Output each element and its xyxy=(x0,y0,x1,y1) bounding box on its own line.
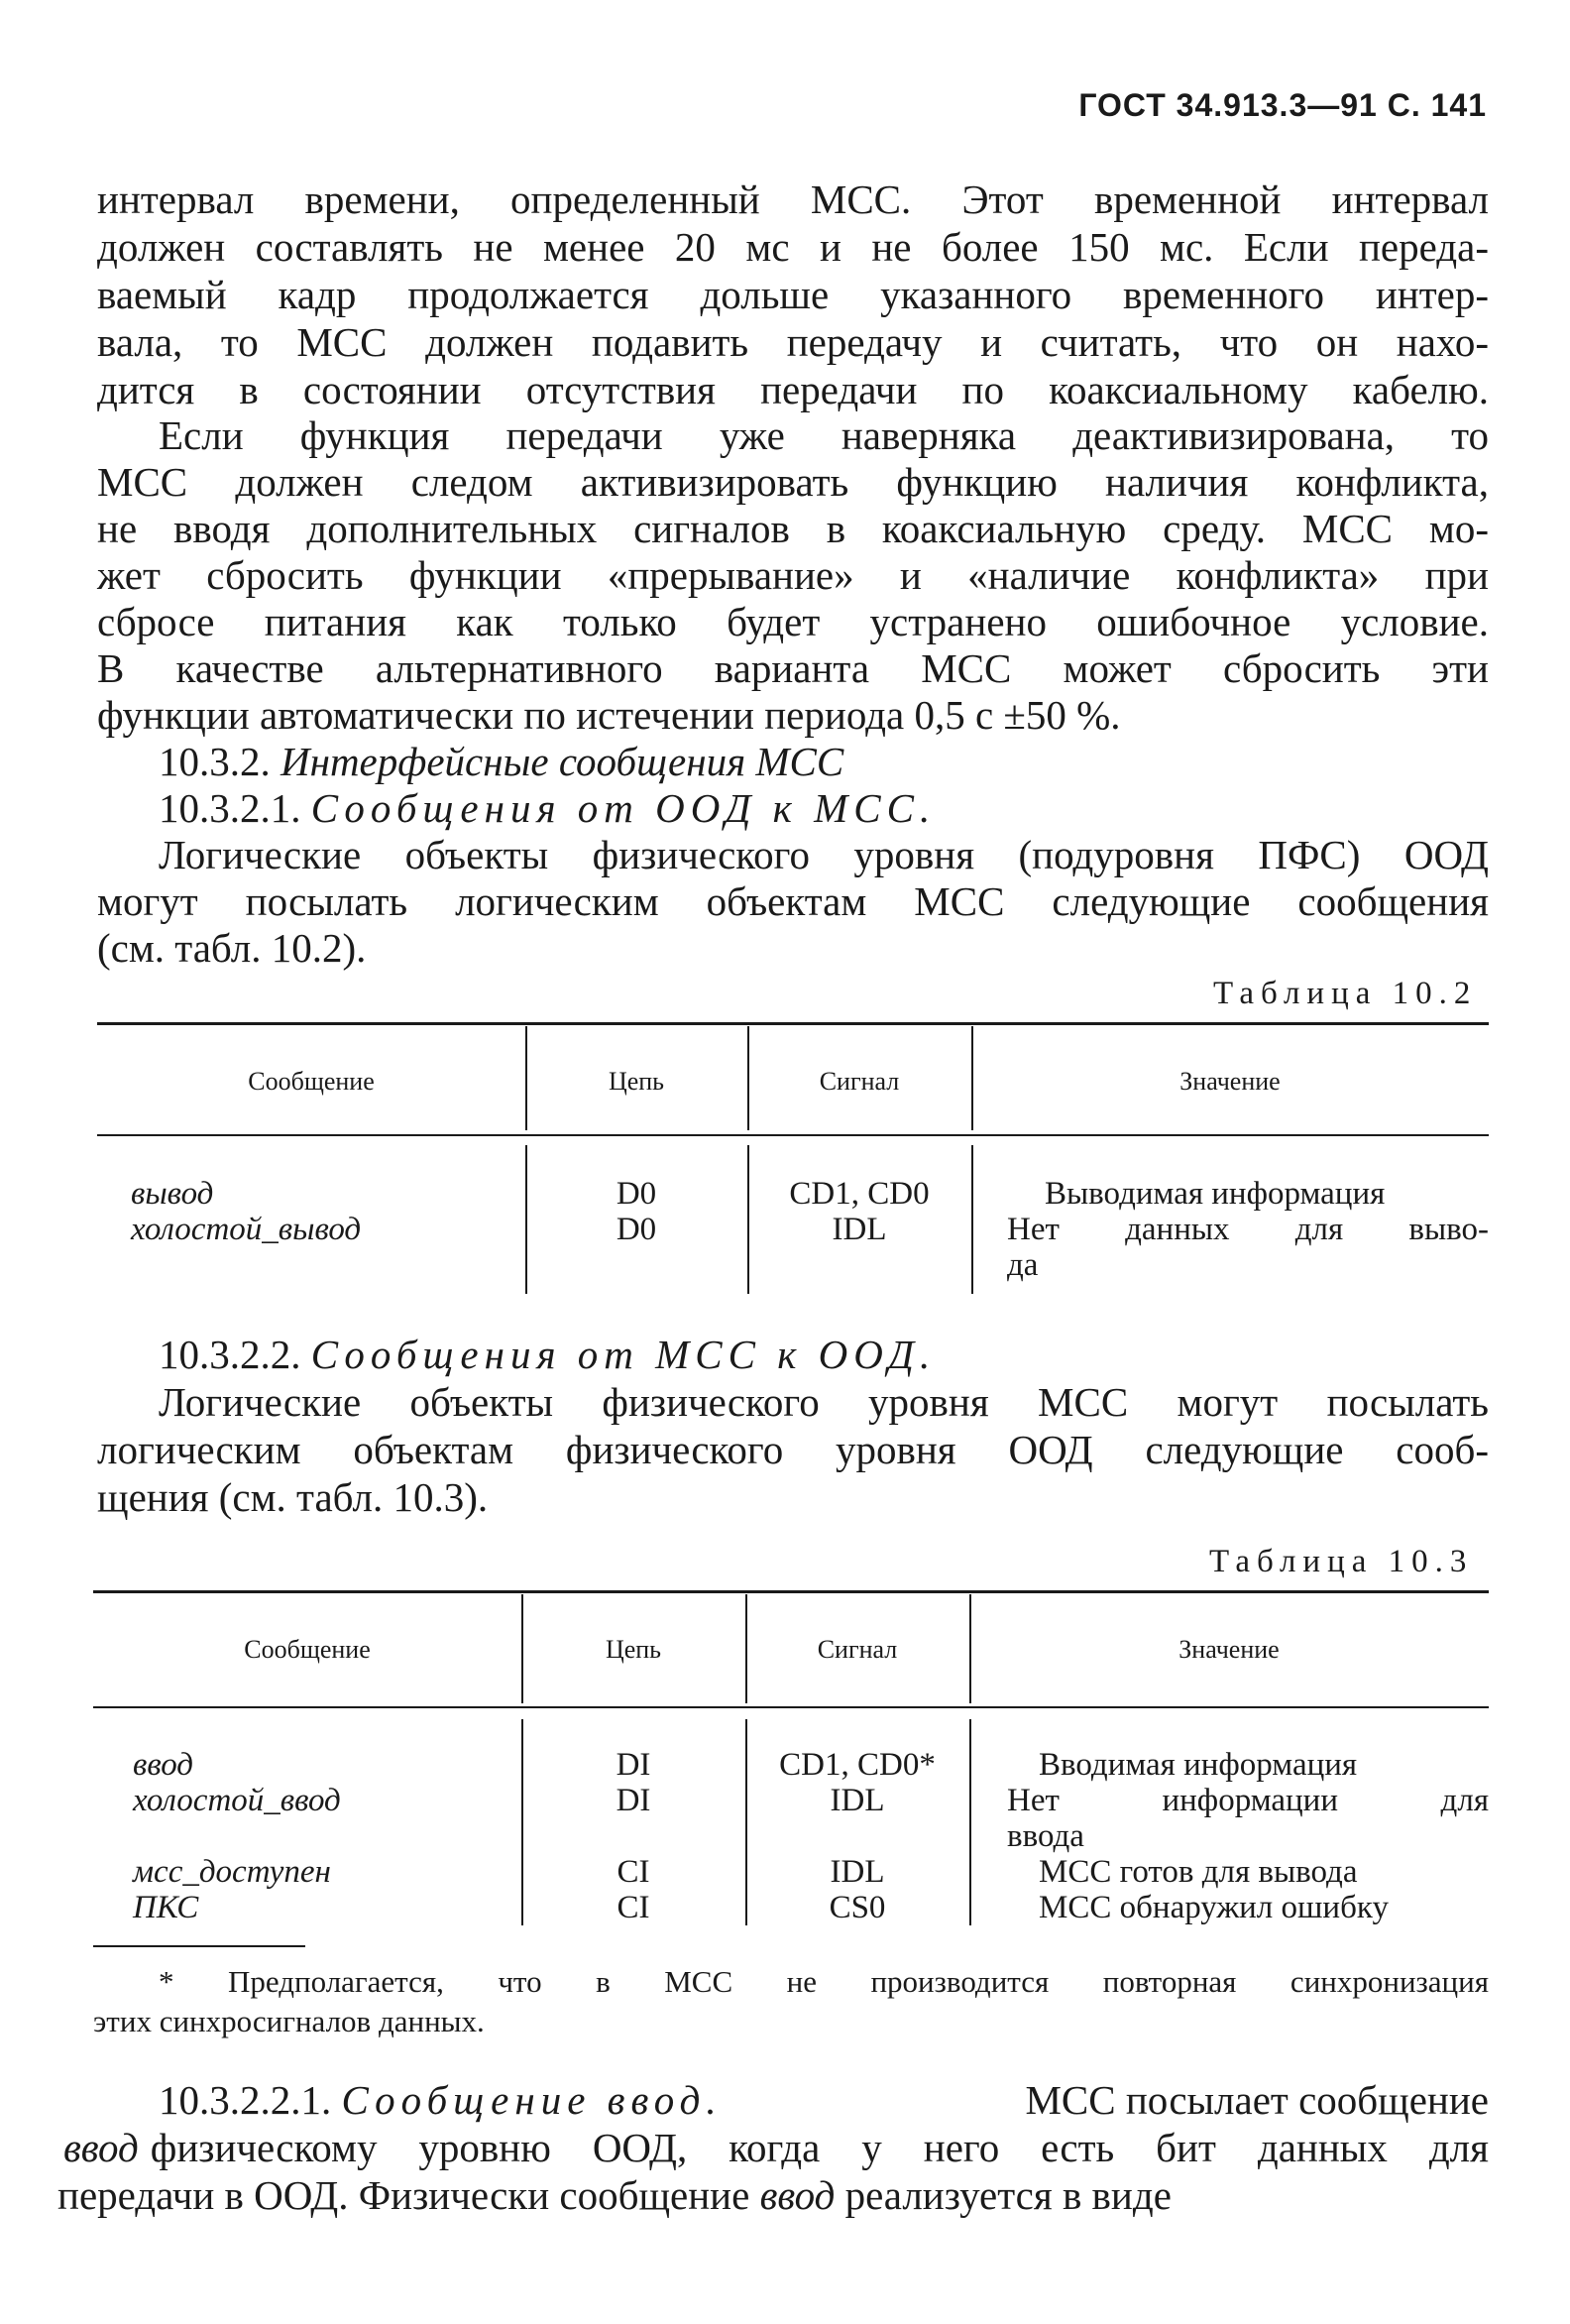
section-heading xyxy=(159,738,843,785)
column-divider xyxy=(971,1145,973,1294)
text-fragment: передачи в ООД. Физически сообщение xyxy=(57,2172,750,2218)
table-cell: Нет информации для xyxy=(1007,1783,1489,1818)
column-divider xyxy=(525,1026,527,1130)
text-line: ваемый кадр продолжается дольше указанного временного интер- xyxy=(97,272,1489,317)
text-line: сбросе питания как только будет устранено ошибочное условие. xyxy=(97,599,1489,644)
text-line: Если функция передачи уже наверняка деактивизирована, то xyxy=(159,412,1489,458)
column-divider xyxy=(521,1594,523,1703)
text-line: интервал времени, определенный МСС. Этот временной интервал xyxy=(97,176,1489,222)
section-heading xyxy=(159,1331,936,1378)
text-line: В качестве альтернативного варианта МСС может сбросить эти xyxy=(97,645,1489,691)
text-fragment: МСС посылает сообщение xyxy=(1025,2077,1489,2123)
text-line: могут посылать логическим объектам МСС следующие сообщения xyxy=(97,878,1489,924)
section-number: 10.3.2. xyxy=(159,739,271,784)
column-divider xyxy=(969,1594,971,1703)
text-line: МСС должен следом активизировать функцию наличия конфликта, xyxy=(97,459,1489,505)
table-cell: CI xyxy=(617,1890,650,1925)
column-divider xyxy=(747,1026,749,1130)
column-divider xyxy=(971,1026,973,1130)
table-cell: Вводимая информация xyxy=(1039,1747,1358,1783)
section-title: Сообщения от МСС к ООД. xyxy=(310,1332,937,1377)
table-cell: CI xyxy=(617,1854,650,1890)
table-cell: DI xyxy=(616,1747,651,1783)
table-cell: ввода xyxy=(1007,1818,1084,1854)
table-cell: D0 xyxy=(616,1176,657,1212)
text-line xyxy=(57,2171,1489,2219)
italic-term: ввод xyxy=(63,2125,139,2170)
text-line: дится в состоянии отсутствия передачи по коаксиальному кабелю. xyxy=(97,367,1489,412)
table-header-rule xyxy=(93,1706,1489,1708)
table-cell: CD1, CD0* xyxy=(779,1747,936,1783)
table-cell: да xyxy=(1007,1247,1039,1283)
text-line: должен составлять не менее 20 мс и не более 150 мс. Если переда- xyxy=(97,224,1489,270)
table-cell: IDL xyxy=(830,1854,885,1890)
footnote-rule xyxy=(93,1945,305,1947)
section-number: 10.3.2.2.1. xyxy=(159,2077,332,2123)
column-header: Сообщение xyxy=(248,1067,375,1096)
table-cell: ввод xyxy=(133,1747,193,1783)
text-line: логическим объектам физического уровня ООД следующие сооб- xyxy=(97,1427,1489,1472)
table-cell: IDL xyxy=(830,1783,885,1818)
column-header: Сигнал xyxy=(817,1635,898,1664)
text-line: Логические объекты физического уровня (подуровня ПФС) ООД xyxy=(159,832,1489,877)
table-header-rule xyxy=(97,1134,1489,1136)
section-number: 10.3.2.2. xyxy=(159,1332,301,1377)
table-cell: IDL xyxy=(832,1212,887,1247)
table-cell: холостой_ввод xyxy=(133,1783,341,1818)
section-title: Интерфейсные сообщения МСС xyxy=(280,739,844,784)
text-line xyxy=(63,2124,1489,2171)
text-line: щения (см. табл. 10.3). xyxy=(97,1474,489,1520)
column-divider xyxy=(745,1594,747,1703)
table-cell: DI xyxy=(616,1783,651,1818)
table-cell: холостой_вывод xyxy=(131,1212,362,1247)
section-title: Сообщения от ООД к МСС. xyxy=(310,785,937,831)
text-line: вала, то МСС должен подавить передачу и считать, что он нахо- xyxy=(97,319,1489,365)
footnote-line: этих синхросигналов данных. xyxy=(93,2004,485,2038)
table-top-rule xyxy=(93,1590,1489,1593)
table-cell: ПКС xyxy=(133,1890,199,1925)
italic-term: ввод xyxy=(759,2172,836,2218)
column-header: Значение xyxy=(1179,1067,1281,1096)
footnote-line: * Предполагается, что в МСС не производится повторная синхронизация xyxy=(159,1964,1489,1999)
column-header: Сообщение xyxy=(244,1635,371,1664)
section-heading xyxy=(159,784,936,832)
column-header: Сигнал xyxy=(819,1067,900,1096)
column-header: Цепь xyxy=(608,1067,665,1096)
section-number: 10.3.2.1. xyxy=(159,785,301,831)
text-fragment: физическому уровню ООД, когда у него есть бит данных для xyxy=(150,2125,1489,2170)
column-header: Цепь xyxy=(605,1635,662,1664)
table-cell: CS0 xyxy=(829,1890,886,1925)
table-cell: Нет данных для выво- xyxy=(1007,1212,1489,1247)
section-heading xyxy=(159,2076,1489,2124)
table-caption: Таблица 10.2 xyxy=(1213,976,1478,1011)
section-title: Сообщение ввод. xyxy=(341,2077,723,2123)
text-line: Логические объекты физического уровня МСС могут посылать xyxy=(159,1379,1489,1425)
column-header: Значение xyxy=(1178,1635,1280,1664)
text-line: жет сбросить функции «прерывание» и «наличие конфликта» при xyxy=(97,552,1489,598)
text-line: не вводя дополнительных сигналов в коаксиальную среду. МСС мо- xyxy=(97,506,1489,551)
table-caption: Таблица 10.3 xyxy=(1209,1544,1474,1579)
text-line: (см. табл. 10.2). xyxy=(97,925,367,971)
table-cell: CD1, CD0 xyxy=(789,1176,930,1212)
page-header: ГОСТ 34.913.3—91 С. 141 xyxy=(1078,87,1487,123)
text-fragment: реализуется в виде xyxy=(844,2172,1172,2218)
table-cell: МСС обнаружил ошибку xyxy=(1039,1890,1389,1925)
table-cell: вывод xyxy=(131,1176,214,1212)
table-cell: МСС готов для вывода xyxy=(1039,1854,1358,1890)
table-top-rule xyxy=(97,1022,1489,1025)
table-cell: D0 xyxy=(616,1212,657,1247)
text-line: функции автоматически по истечении периода 0,5 с ±50 %. xyxy=(97,692,1121,738)
column-divider xyxy=(969,1719,971,1925)
table-cell: мсс_доступен xyxy=(133,1854,331,1890)
table-cell: Выводимая информация xyxy=(1045,1176,1386,1212)
